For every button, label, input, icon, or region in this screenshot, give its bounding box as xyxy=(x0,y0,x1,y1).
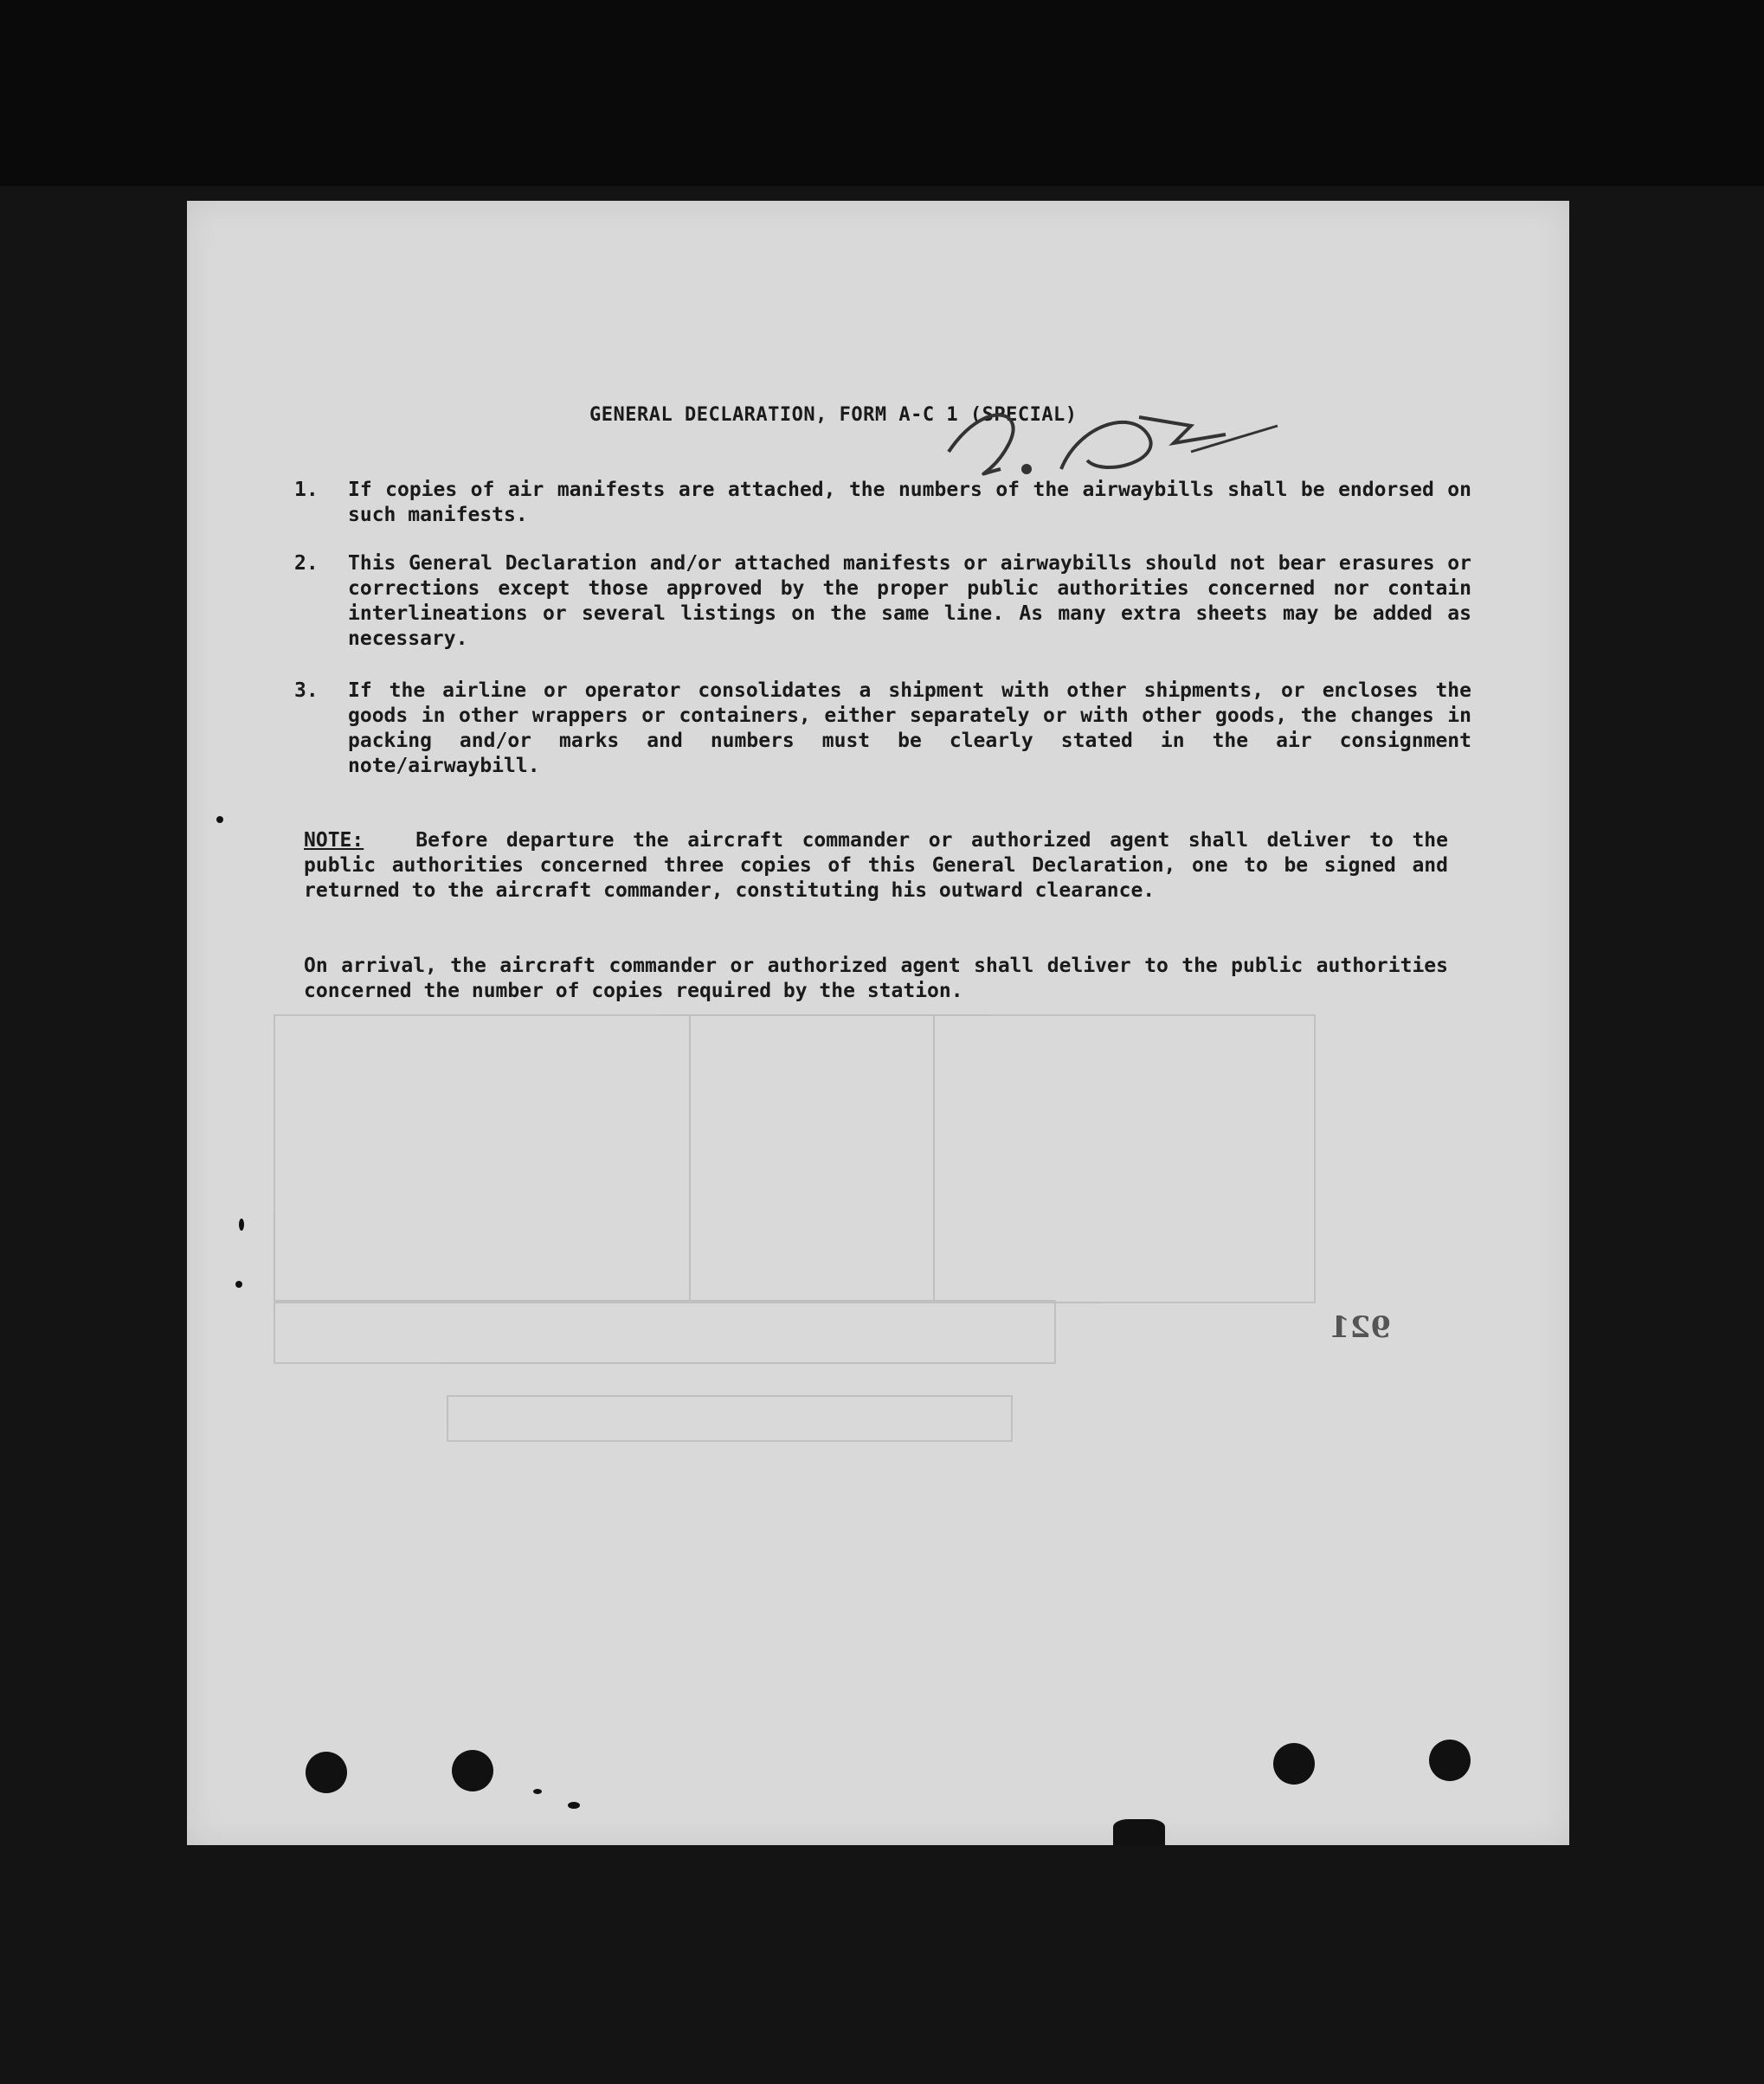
item-number: 1. xyxy=(294,479,319,501)
handwritten-annotation xyxy=(931,391,1295,486)
margin-mark-icon xyxy=(239,1219,244,1231)
document-page xyxy=(187,201,1569,1845)
ink-speck-icon xyxy=(568,1802,580,1809)
binder-hole-icon xyxy=(1273,1743,1315,1785)
item-text: If copies of air manifests are attached, the numbers of the airwaybills shall be endorsed on such manifests. xyxy=(348,479,1471,526)
page-number: 921 xyxy=(1329,1310,1391,1345)
margin-mark-icon xyxy=(235,1281,242,1288)
binder-hole-icon xyxy=(306,1752,347,1793)
binder-hole-icon xyxy=(452,1750,493,1791)
note-text: Before departure the aircraft commander or authorized agent shall deliver to the public authorities concerned three copies of this General Declaration, one to be signed and returned to the aircraft commander, constituting his outward clearance. xyxy=(304,829,1448,902)
note-label: NOTE: xyxy=(304,829,364,852)
show-through-form-grid xyxy=(274,1014,1485,1499)
item-text: If the airline or operator consolidates a shipment with other shipments, or encloses the goods in other wrappers or containers, either separately or with other goods, the changes in packing and/or marks and numbers must be clearly stated in the air consignment note/airwaybill. xyxy=(348,679,1471,777)
form-title: GENERAL DECLARATION, FORM A-C 1 (SPECIAL) xyxy=(589,404,1078,426)
ink-blot-icon xyxy=(1113,1819,1165,1845)
note-paragraph xyxy=(304,828,1448,904)
instruction-item-2 xyxy=(294,551,1471,652)
scan-background-top xyxy=(0,0,1764,186)
binder-hole-icon xyxy=(1429,1740,1471,1781)
ink-speck-icon xyxy=(533,1789,542,1794)
instruction-item-3 xyxy=(294,679,1471,779)
margin-mark-icon xyxy=(216,816,223,823)
item-number: 3. xyxy=(294,679,319,702)
item-text: This General Declaration and/or attached manifests or airwaybills should not bear erasures or corrections except those approved by the proper public authorities concerned nor contain interlineations or several listings on the same line. As many extra sheets may be added as necessary. xyxy=(348,552,1471,650)
arrival-paragraph: On arrival, the aircraft commander or authorized agent shall deliver to the public authorities concerned the number of copies required by the station. xyxy=(304,955,1448,1002)
item-number: 2. xyxy=(294,552,319,575)
instruction-item-1 xyxy=(294,478,1471,528)
